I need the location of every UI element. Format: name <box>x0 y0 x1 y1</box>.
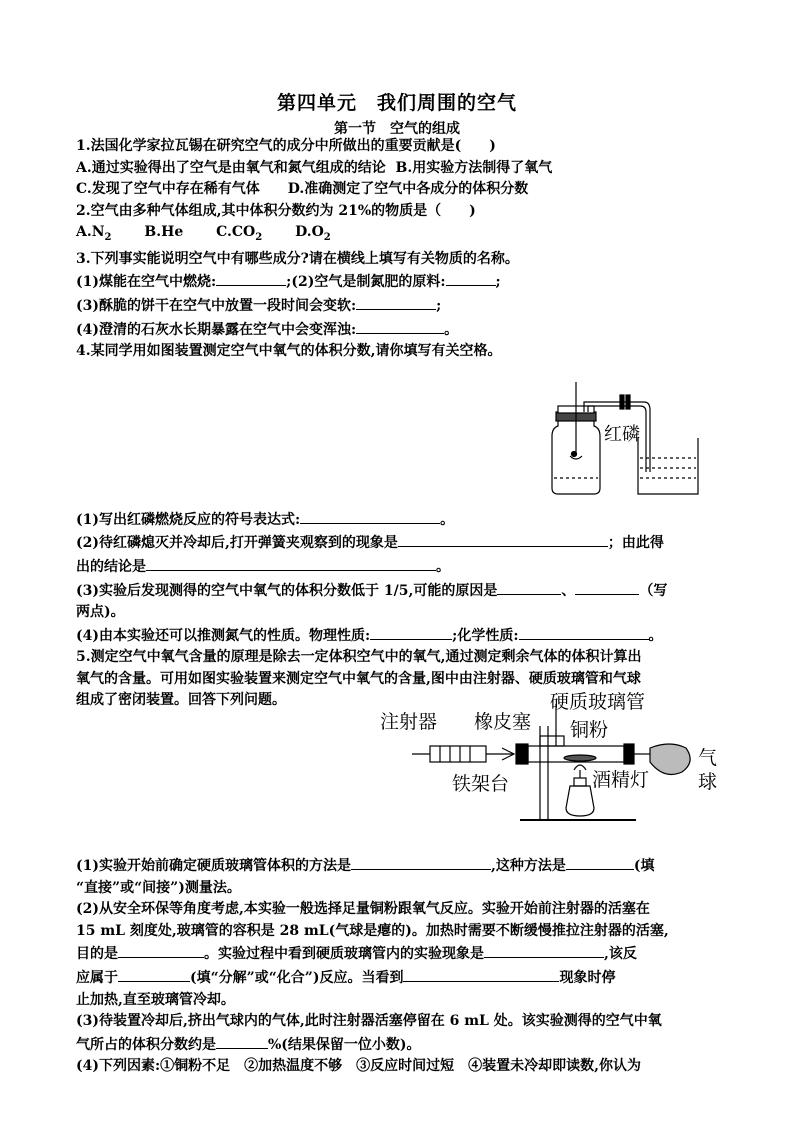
q1-option-a: A.通过实验得出了空气是由氧气和氮气组成的结论 <box>76 159 386 176</box>
q1-option-d: D.准确测定了空气中各成分的体积分数 <box>287 181 529 198</box>
q4-part-2a <box>76 531 720 555</box>
red-phosphorus-label: 红磷 <box>604 424 640 445</box>
q3-p2-text: ;(2)空气是制氮肥的原料: <box>286 274 446 291</box>
q4-part-2b <box>76 555 720 579</box>
q5-part-2e: 止加热,直至玻璃管冷却。 <box>76 991 235 1008</box>
q2-option-a-sub: 2 <box>104 232 112 244</box>
q2-option-c-text: C.CO <box>216 224 256 241</box>
q2-option-a-text: A.N <box>76 224 105 241</box>
q3-p1-text: (1)煤能在空气中燃烧: <box>76 274 217 291</box>
q5-part-1a <box>76 854 720 878</box>
q5-p2-purpose: 目的是 <box>76 946 118 963</box>
q5-p2-when: (填“分解”或“化合”)反应。当看到 <box>190 970 404 987</box>
answer-blank[interactable] <box>356 294 436 310</box>
q2-option-d-text: D.O <box>295 224 324 241</box>
q3-part-4 <box>76 318 720 342</box>
copper-powder-apparatus-figure <box>380 690 725 832</box>
q3-p3-end: ; <box>436 297 442 314</box>
q4-part-1 <box>76 508 720 532</box>
answer-blank[interactable] <box>370 624 452 640</box>
q5-part-2c <box>76 942 720 966</box>
page-title: 第四单元 我们周围的空气 <box>276 92 517 114</box>
glass-tube-label: 硬质玻璃管 <box>550 691 646 713</box>
document-body <box>76 136 720 1078</box>
copper-powder-label: 铜粉 <box>570 719 609 741</box>
q4-p2-text: (2)待红磷熄灭并冷却后,打开弹簧夹观察到的现象是 <box>76 535 398 552</box>
q2-option-c <box>216 224 263 244</box>
q5-part-3b <box>76 1033 720 1057</box>
q3-p3-text: (3)酥脆的饼干在空气中放置一段时间会变软: <box>76 297 357 314</box>
q4-part-3b: 两点)。 <box>76 604 125 621</box>
answer-blank[interactable] <box>356 318 444 334</box>
q4-p4-mid: ;化学性质: <box>452 627 519 644</box>
q5-p1-text: (1)实验开始前确定硬质玻璃管体积的方法是 <box>76 858 351 875</box>
answer-blank[interactable] <box>519 624 649 640</box>
q4-p1-end: 。 <box>440 511 455 528</box>
q4-part-4 <box>76 624 720 648</box>
q3-stem: 3.下列事实能说明空气中有哪些成分?请在横线上填写有关物质的名称。 <box>76 250 519 267</box>
q5-part-4: (4)下列因素:①铜粉不足 ②加热温度不够 ③反应时间过短 ④装置未冷却即读数,你认为 <box>76 1058 642 1075</box>
q5-p1-note: (填 <box>633 858 655 875</box>
q5-stem-2: 氧气的含量。可用如图实验装置来测定空气中氧气的含量,图中由注射器、硬质玻璃管和气球 <box>76 670 641 687</box>
balloon-label-1: 气 <box>698 747 718 769</box>
q5-stem-1: 5.测定空气中氧气含量的原理是除去一定体积空气中的氧气,通过测定剩余气体的体积计算出 <box>76 649 642 666</box>
q4-p3-mid: 、 <box>561 582 576 599</box>
q4-p2-end: 。 <box>436 558 450 575</box>
q4-p1-text: (1)写出红磷燃烧反应的符号表达式: <box>76 511 301 528</box>
answer-blank[interactable] <box>146 555 436 571</box>
q5-p2-type: 应属于 <box>76 970 118 987</box>
q3-p4-end: 。 <box>444 321 459 338</box>
q1-option-c: C.发现了空气中存在稀有气体 <box>76 181 260 198</box>
answer-blank[interactable] <box>351 854 491 870</box>
q3-part-1-2 <box>76 270 720 294</box>
answer-blank[interactable] <box>484 942 604 958</box>
answer-blank[interactable] <box>398 531 608 547</box>
q5-part-2b: 15 mL 刻度处,玻璃管的容积是 28 mL(气球是瘪的)。加热时需要不断缓慢推拉注射器的活塞, <box>76 922 669 939</box>
answer-blank[interactable] <box>216 270 286 286</box>
answer-blank[interactable] <box>575 579 639 595</box>
q1-option-b: B.用实验方法制得了氧气 <box>395 159 553 176</box>
q4-p2-mid: ；由此得 <box>607 535 664 552</box>
q5-stem-3: 组成了密闭装置。回答下列问题。 <box>76 692 286 709</box>
q2-options <box>76 222 720 248</box>
q4-p2-cont: 出的结论是 <box>76 558 146 575</box>
q5-p3-end: %(结果保留一位小数)。 <box>268 1036 421 1053</box>
q5-part-2a: (2)从安全环保等角度考虑,本实验一般选择足量铜粉跟氧气反应。实验开始前注射器的活塞在 <box>76 901 650 918</box>
q5-p3-text: 气所占的体积分数约是 <box>76 1036 216 1053</box>
answer-blank[interactable] <box>300 508 440 524</box>
answer-blank[interactable] <box>118 966 190 982</box>
q2-option-d <box>295 224 331 244</box>
q5-p2-end: ,该反 <box>604 946 637 963</box>
iron-stand-label: 铁架台 <box>452 773 510 795</box>
q2-option-b: B.He <box>144 224 184 241</box>
q4-p3-note: （写 <box>639 582 668 599</box>
answer-blank[interactable] <box>446 270 496 286</box>
alcohol-lamp-label: 酒精灯 <box>592 769 650 791</box>
balloon-label-2: 球 <box>698 771 718 793</box>
red-phosphorus-apparatus-figure <box>540 382 710 500</box>
q1-options-ab <box>76 158 720 180</box>
q5-p1-mid: ,这种方法是 <box>491 858 566 875</box>
q3-p4-text: (4)澄清的石灰水长期暴露在空气中会变浑浊: <box>76 321 357 338</box>
answer-blank[interactable] <box>403 966 559 982</box>
q4-p4-end: 。 <box>648 627 663 644</box>
q3-p2-end: ; <box>495 274 501 291</box>
q4-p4-text: (4)由本实验还可以推测氮气的性质。物理性质: <box>76 627 371 644</box>
syringe-label: 注射器 <box>380 711 438 733</box>
q2-option-c-sub: 2 <box>255 232 263 244</box>
q5-part-1b: “直接”或“间接”)测量法。 <box>76 879 241 896</box>
answer-blank[interactable] <box>118 942 204 958</box>
q5-p2-phenomenon: 。实验过程中看到硬质玻璃管内的实验现象是 <box>204 946 484 963</box>
q2-stem: 2.空气由多种气体组成,其中体积分数约为 21%的物质是（ ) <box>76 202 476 219</box>
q5-part-3a: (3)待装置冷却后,挤出气球内的气体,此时注射器活塞停留在 6 mL 处。该实验测得的空气中氧 <box>76 1013 662 1030</box>
q5-p2-stop: 现象时停 <box>559 970 616 987</box>
answer-blank[interactable] <box>216 1033 268 1049</box>
q4-stem: 4.某同学用如图装置测定空气中氧气的体积分数,请你填写有关空格。 <box>76 343 502 360</box>
answer-blank[interactable] <box>566 854 634 870</box>
q4-p3-text: (3)实验后发现测得的空气中氧气的体积分数低于 1/5,可能的原因是 <box>76 582 498 599</box>
q2-option-d-sub: 2 <box>323 232 331 244</box>
q1-stem: 1.法国化学家拉瓦锡在研究空气的成分中所做出的重要贡献是( ) <box>76 138 496 154</box>
section-title: 第一节 空气的组成 <box>334 121 460 137</box>
q5-part-2d <box>76 966 720 990</box>
q2-option-a <box>76 224 112 244</box>
answer-blank[interactable] <box>497 579 561 595</box>
q4-part-3a <box>76 579 720 603</box>
q3-part-3 <box>76 294 720 318</box>
rubber-stopper-label: 橡皮塞 <box>474 711 532 733</box>
q1-options-cd <box>76 179 720 201</box>
